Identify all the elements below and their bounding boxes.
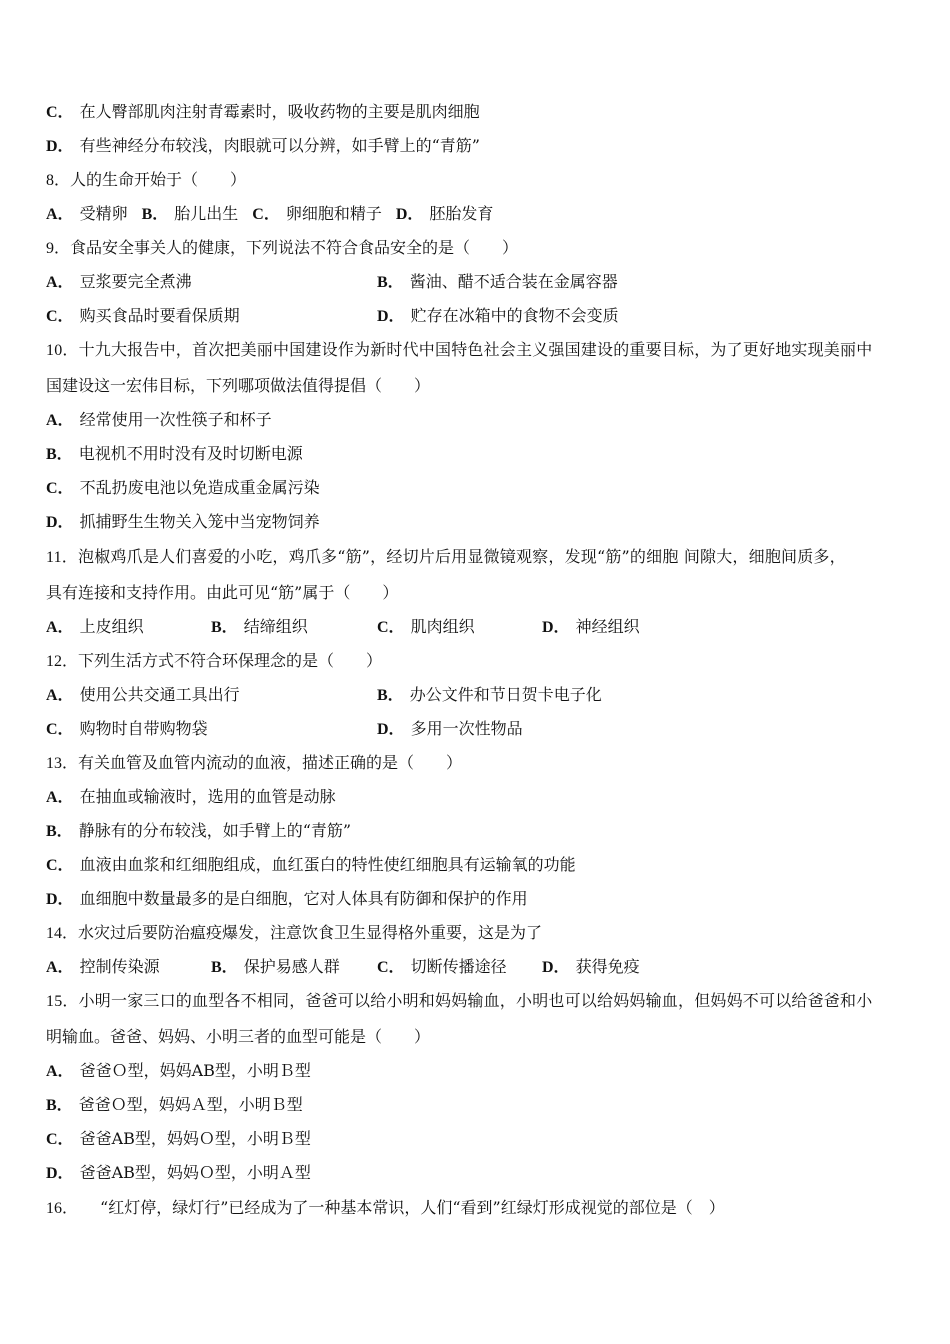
option-text: 控制传染源 [79, 957, 160, 976]
option-text: 肌肉组织 [410, 617, 475, 636]
q13-option-b [46, 821, 351, 842]
q15-stem-line1 [46, 991, 872, 1012]
option-text: 爸爸Ｏ型，妈妈AB型，小明Ｂ型 [79, 1061, 311, 1080]
question-number: 11． [46, 549, 79, 566]
option-label: D． [395, 206, 424, 223]
question-number: 9． [46, 240, 71, 257]
q12-option-c [46, 719, 208, 740]
option-text: 不乱扔废电池以免造成重金属污染 [79, 478, 320, 497]
option-text: 多用一次性物品 [410, 719, 523, 738]
option-text: 受精卵 [79, 204, 128, 223]
option-label: C． [46, 480, 74, 497]
option-text: 血细胞中数量最多的是白细胞，它对人体具有防御和保护的作用 [79, 889, 528, 908]
q11-stem-line2 [46, 583, 398, 603]
option-label: C． [46, 308, 74, 325]
option-text: 有些神经分布较浅，肉眼就可以分辨，如手臂上的“青筋” [79, 136, 480, 155]
q15-stem-line2 [46, 1027, 430, 1047]
q9-option-d [377, 306, 619, 327]
q13-option-d [46, 889, 528, 910]
q10-stem-line2 [46, 376, 430, 396]
option-text: 抓捕野生生物关入笼中当宠物饲养 [79, 512, 320, 531]
option-label: B． [141, 206, 169, 223]
option-text: 爸爸Ｏ型，妈妈Ａ型，小明Ｂ型 [78, 1095, 303, 1114]
question-number: 10． [46, 342, 79, 359]
q10-option-c [46, 478, 320, 499]
q11-stem-line1 [46, 547, 846, 568]
option-text: 在人臀部肌肉注射青霉素时，吸收药物的主要是肌肉细胞 [79, 102, 480, 121]
q9-option-a [46, 272, 192, 293]
option-label: A． [46, 274, 74, 291]
option-label: D． [377, 721, 405, 738]
option-label: D． [46, 514, 74, 531]
question-number: 13． [46, 755, 79, 772]
question-text: 下列生活方式不符合环保理念的是（ ） [78, 651, 383, 670]
q7-option-c [46, 102, 480, 123]
option-label: B． [377, 274, 404, 291]
q10-stem-line1 [46, 340, 872, 361]
option-text: 爸爸AB型，妈妈Ｏ型，小明Ｂ型 [79, 1129, 311, 1148]
option-label: B． [46, 823, 73, 840]
option-label: D． [46, 891, 74, 908]
question-number: 12． [46, 653, 79, 670]
question-text: 十九大报告中，首次把美丽中国建设作为新时代中国特色社会主义强国建设的重要目标，为了更好地实现美丽中 [78, 340, 873, 359]
question-text: 国建设这一宏伟目标，下列哪项做法值得提倡（ ） [46, 376, 431, 395]
option-text: 酱油、醋不适合装在金属容器 [409, 272, 618, 291]
option-label: A． [46, 412, 74, 429]
q14-option-d [542, 957, 640, 978]
option-text: 保护易感人群 [243, 957, 340, 976]
q9-option-c [46, 306, 240, 327]
q11-option-b [211, 617, 308, 638]
option-text: 办公文件和节日贺卡电子化 [409, 685, 602, 704]
q12-stem [46, 651, 382, 672]
option-text: 切断传播途径 [410, 957, 507, 976]
q11-option-c [377, 617, 475, 638]
question-number: 16． [46, 1200, 79, 1217]
q14-option-a [46, 957, 160, 978]
option-label: A． [46, 959, 74, 976]
option-label: D． [542, 619, 570, 636]
q15-option-c [46, 1129, 311, 1150]
option-text: 卵细胞和精子 [285, 204, 382, 223]
q15-option-b [46, 1095, 303, 1116]
option-text: 胚胎发育 [429, 204, 494, 223]
q10-option-d [46, 512, 320, 533]
q12-option-b [377, 685, 602, 706]
question-text: 食品安全事关人的健康，下列说法不符合食品安全的是（ ） [70, 238, 519, 257]
question-text: 小明一家三口的血型各不相同，爸爸可以给小明和妈妈输血，小明也可以给妈妈输血，但妈妈不可以给爸爸和小 [78, 991, 873, 1010]
q10-option-a [46, 410, 272, 431]
q9-option-b [377, 272, 618, 293]
q12-option-d [377, 719, 523, 740]
option-text: 使用公共交通工具出行 [79, 685, 240, 704]
q11-option-a [46, 617, 144, 638]
q8-options [46, 204, 493, 225]
q14-option-c [377, 957, 507, 978]
q16-stem [46, 1198, 725, 1219]
option-label: C． [377, 619, 405, 636]
option-label: D． [377, 308, 405, 325]
option-label: C． [46, 721, 74, 738]
option-label: C． [46, 104, 74, 121]
q10-option-b [46, 444, 303, 465]
option-label: B． [377, 687, 404, 704]
option-text: 胎儿出生 [174, 204, 239, 223]
option-text: 电视机不用时没有及时切断电源 [78, 444, 303, 463]
option-label: D． [542, 959, 570, 976]
q13-option-c [46, 855, 576, 876]
q13-option-a [46, 787, 336, 808]
q15-option-d [46, 1163, 311, 1184]
question-text: 有关血管及血管内流动的血液，描述正确的是（ ） [78, 753, 463, 772]
option-text: 在抽血或输液时，选用的血管是动脉 [79, 787, 336, 806]
question-text: 具有连接和支持作用。由此可见“筋”属于（ ） [46, 583, 399, 602]
option-label: D． [46, 138, 74, 155]
option-label: B． [211, 619, 238, 636]
q9-stem [46, 238, 518, 259]
option-text: 经常使用一次性筷子和杯子 [79, 410, 272, 429]
option-text: 购买食品时要看保质期 [79, 306, 240, 325]
option-label: B． [211, 959, 238, 976]
q7-option-d [46, 136, 480, 157]
option-text: 静脉有的分布较浅，如手臂上的“青筋” [78, 821, 352, 840]
option-text: 贮存在冰箱中的食物不会变质 [410, 306, 619, 325]
option-label: A． [46, 687, 74, 704]
question-number: 8． [46, 172, 71, 189]
q11-option-d [542, 617, 640, 638]
q12-option-a [46, 685, 240, 706]
q15-option-a [46, 1061, 311, 1082]
option-text: 结缔组织 [243, 617, 308, 636]
option-label: C． [252, 206, 280, 223]
question-text: 人的生命开始于（ ） [70, 170, 247, 189]
option-text: 购物时自带购物袋 [79, 719, 208, 738]
option-label: C． [46, 1131, 74, 1148]
option-label: C． [377, 959, 405, 976]
question-text: 水灾过后要防治瘟疫爆发，注意饮食卫生显得格外重要，这是为了 [78, 923, 543, 942]
question-number: 15． [46, 993, 79, 1010]
option-text: 豆浆要完全煮沸 [79, 272, 192, 291]
option-text: 血液由血浆和红细胞组成，血红蛋白的特性使红细胞具有运输氧的功能 [79, 855, 576, 874]
option-label: A． [46, 789, 74, 806]
option-text: 爸爸AB型，妈妈Ｏ型，小明Ａ型 [79, 1163, 311, 1182]
q8-stem [46, 170, 246, 191]
q14-option-b [211, 957, 340, 978]
option-label: A． [46, 619, 74, 636]
question-text: 泡椒鸡爪是人们喜爱的小吃，鸡爪多“筋”，经切片后用显微镜观察，发现“筋”的细胞 间隙大，细胞间质多， [78, 547, 846, 566]
q13-stem [46, 753, 462, 774]
question-number: 14． [46, 925, 79, 942]
option-label: B． [46, 1097, 73, 1114]
option-label: A． [46, 206, 74, 223]
option-label: A． [46, 1063, 74, 1080]
question-text: 明输血。爸爸、妈妈、小明三者的血型可能是（ ） [46, 1027, 431, 1046]
question-text: “红灯停，绿灯行”已经成为了一种基本常识，人们“看到”红绿灯形成视觉的部位是（ ） [100, 1198, 725, 1217]
q14-stem [46, 923, 542, 944]
option-label: B． [46, 446, 73, 463]
option-label: C． [46, 857, 74, 874]
option-label: D． [46, 1165, 74, 1182]
option-text: 获得免疫 [575, 957, 640, 976]
option-text: 上皮组织 [79, 617, 144, 636]
option-text: 神经组织 [575, 617, 640, 636]
